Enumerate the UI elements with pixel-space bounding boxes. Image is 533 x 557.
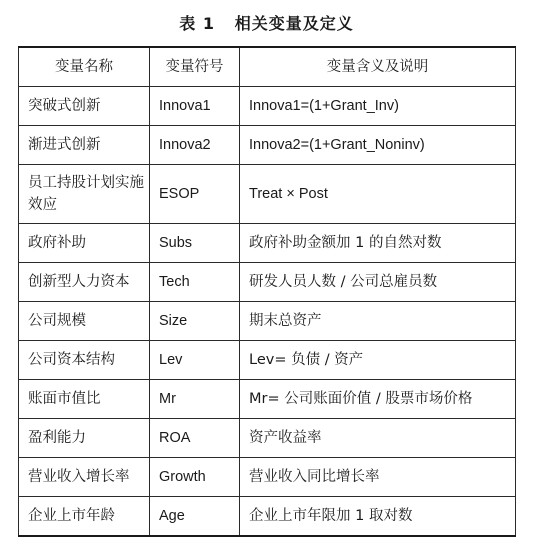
table-row (19, 419, 516, 458)
variable-definition-table (18, 46, 516, 537)
variable-name-cell: 渐进式创新 (19, 126, 150, 165)
variable-name-cell: 政府补助 (19, 224, 150, 263)
variable-symbol-cell: Innova2 (150, 126, 240, 165)
variable-definition-cell: 期末总资产 (240, 302, 516, 341)
table-title: 表 1 相关变量及定义 (179, 14, 354, 33)
variable-name-cell: 盈利能力 (19, 419, 150, 458)
variable-name-cell: 账面市值比 (19, 380, 150, 419)
variable-definition-cell: Lev= 负债 / 资产 (240, 341, 516, 380)
variable-symbol-cell: Age (150, 497, 240, 537)
variable-definition-cell: Innova1=(1+Grant_Inv) (240, 87, 516, 126)
variable-definition-cell: 政府补助金额加 1 的自然对数 (240, 224, 516, 263)
table-row (19, 126, 516, 165)
table-row (19, 302, 516, 341)
table-row (19, 87, 516, 126)
variable-symbol-cell: ROA (150, 419, 240, 458)
variable-definition-cell: 资产收益率 (240, 419, 516, 458)
table-header-row (19, 47, 516, 87)
table-row (19, 341, 516, 380)
header-variable-symbol: 变量符号 (150, 47, 240, 87)
table-row (19, 458, 516, 497)
variable-symbol-cell: Innova1 (150, 87, 240, 126)
table-row (19, 380, 516, 419)
variable-definition-cell: 研发人员人数 / 公司总雇员数 (240, 263, 516, 302)
variable-name-cell: 突破式创新 (19, 87, 150, 126)
variable-name-cell: 营业收入增长率 (19, 458, 150, 497)
variable-name-cell: 公司资本结构 (19, 341, 150, 380)
variable-symbol-cell: Mr (150, 380, 240, 419)
table-row (19, 165, 516, 224)
header-variable-definition: 变量含义及说明 (240, 47, 516, 87)
variable-symbol-cell: Size (150, 302, 240, 341)
variable-name-cell: 创新型人力资本 (19, 263, 150, 302)
variable-symbol-cell: ESOP (150, 165, 240, 224)
variable-definition-cell: Mr= 公司账面价值 / 股票市场价格 (240, 380, 516, 419)
variable-symbol-cell: Lev (150, 341, 240, 380)
variable-symbol-cell: Growth (150, 458, 240, 497)
variable-definition-cell: Treat × Post (240, 165, 516, 224)
variable-name-cell: 员工持股计划实施效应 (19, 165, 150, 224)
variable-symbol-cell: Tech (150, 263, 240, 302)
variable-name-cell: 企业上市年龄 (19, 497, 150, 537)
variable-definition-cell: Innova2=(1+Grant_Noninv) (240, 126, 516, 165)
table-row (19, 263, 516, 302)
table-row (19, 497, 516, 537)
variable-symbol-cell: Subs (150, 224, 240, 263)
variable-name-cell: 公司规模 (19, 302, 150, 341)
header-variable-name: 变量名称 (19, 47, 150, 87)
variable-definition-cell: 企业上市年限加 1 取对数 (240, 497, 516, 537)
variable-definition-cell: 营业收入同比增长率 (240, 458, 516, 497)
table-row (19, 224, 516, 263)
